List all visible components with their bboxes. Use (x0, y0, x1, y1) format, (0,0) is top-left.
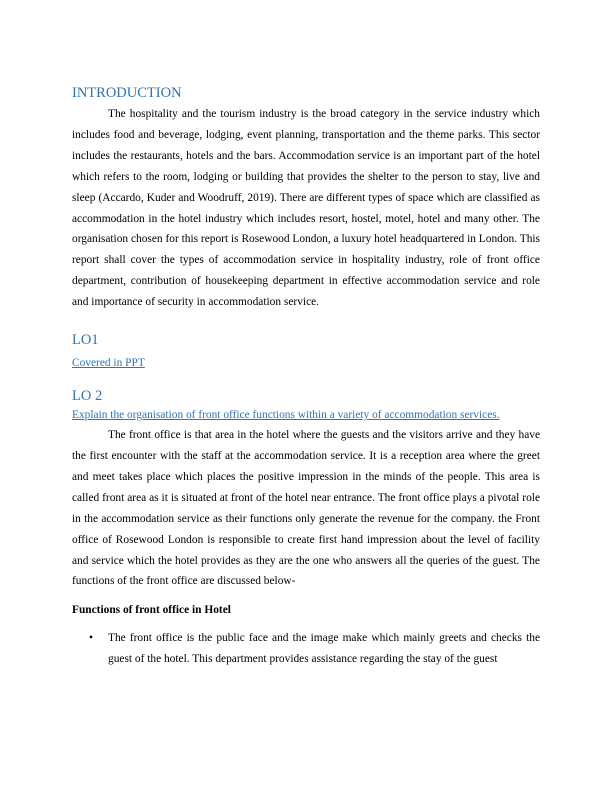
list-item (72, 628, 540, 670)
introduction-heading: INTRODUCTION (72, 85, 182, 101)
introduction-paragraph: The hospitality and the tourism industry is the broad category in the service industry which includes food and beverage, lodging, event planning, transportation and the theme parks. This sector includes the restaurants, hotels and the bars. Accommodation service is an important part of the hotel which refers to the room, lodging or building that provides the shelter to the person to stay, live and sleep (Accardo, Kuder and Woodruff, 2019). There are different types of space which are classified as accommodation in the hotel industry which includes resort, hostel, motel, hotel and many other. The organisation chosen for this report is Rosewood London, a luxury hotel headquartered in London. This report shall cover the types of accommodation service in hospitality industry, role of front office department, contribution of housekeeping department in effective accommodation service and role and importance of security in accommodation service. (72, 108, 540, 309)
bullet-icon: • (89, 632, 93, 645)
lo1-heading: LO1 (72, 332, 99, 349)
list-item-text: The front office is the public face and the image make which mainly greets and checks the guest of the hotel. This department provides assistance regarding the stay of the guest (108, 632, 540, 666)
lo2-heading: LO 2 (72, 388, 103, 405)
functions-list (72, 628, 540, 670)
lo2-link[interactable]: Explain the organisation of front office functions within a variety of accommodation services. (72, 409, 500, 422)
document-page (72, 84, 540, 670)
lo2-paragraph: The front office is that area in the hotel where the guests and the visitors arrive and they have the first encounter with the staff at the accommodation service. It is a reception area where the greet and meet takes place which places the positive impression in the minds of the people. This area is called front area as it is situated at front of the hotel near entrance. The front office plays a pivotal role in the accommodation service as their functions only generate the revenue for the company. the Front office of Rosewood London is responsible to create first hand impression about the level of facility and service which the hotel provides as they are the one who answers all the queries of the guest. The functions of the front office are discussed below- (72, 429, 540, 588)
functions-subheading: Functions of front office in Hotel (72, 604, 231, 617)
lo1-link[interactable]: Covered in PPT (72, 357, 145, 370)
